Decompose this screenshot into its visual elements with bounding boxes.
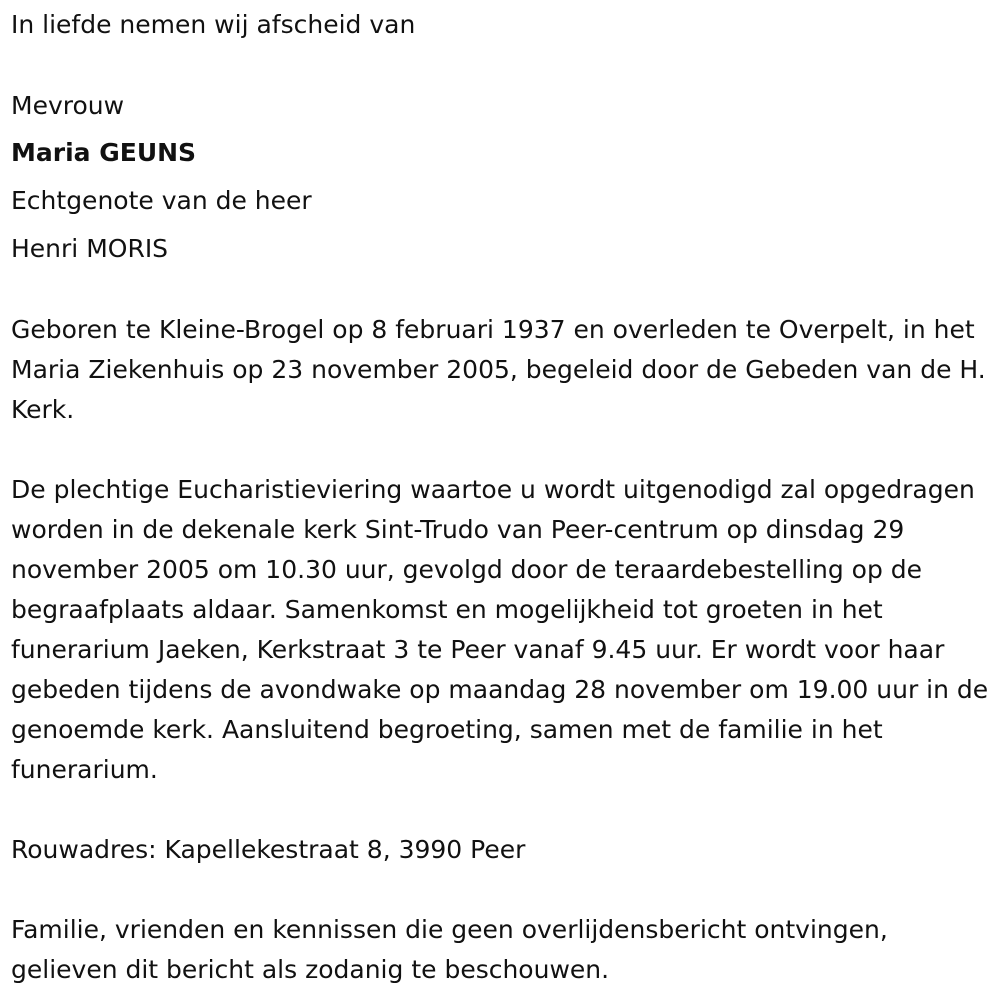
ceremony-paragraph: De plechtige Eucharistieviering waartoe u wordt uitgenodigd zal opgedragen worden in de dekenale kerk Sint-Trudo van Peer-centrum op dinsdag 29 november 2005 om 10.30 uur, gevolgd door de teraardebestelling op de begraafplaats aldaar. Samenkomst en mogelijkheid tot groeten in het funerarium Jaeken, Kerkstraat 3 te Peer vanaf 9.45 uur. Er wordt voor haar gebeden tijdens de avondwake op maandag 28 november om 19.00 uur in de genoemde kerk. Aansluitend begroeting, samen met de familie in het funerarium. <box>11 475 989 784</box>
birth-death-paragraph: Geboren te Kleine-Brogel op 8 februari 1937 en overleden te Overpelt, in het Maria Ziekenhuis op 23 november 2005, begeleid door de Gebeden van de H. Kerk. <box>11 315 986 424</box>
intro-line: In liefde nemen wij afscheid van <box>11 10 416 39</box>
title-prefix: Mevrouw <box>11 91 125 120</box>
spouse-name: Henri MORIS <box>11 234 169 263</box>
deceased-name: Maria GEUNS <box>11 138 197 167</box>
relation-line: Echtgenote van de heer <box>11 186 312 215</box>
closing-paragraph: Familie, vrienden en kennissen die geen overlijdensbericht ontvingen, gelieven dit bericht als zodanig te beschouwen. <box>11 915 888 984</box>
address-line: Rouwadres: Kapellekestraat 8, 3990 Peer <box>11 835 526 864</box>
